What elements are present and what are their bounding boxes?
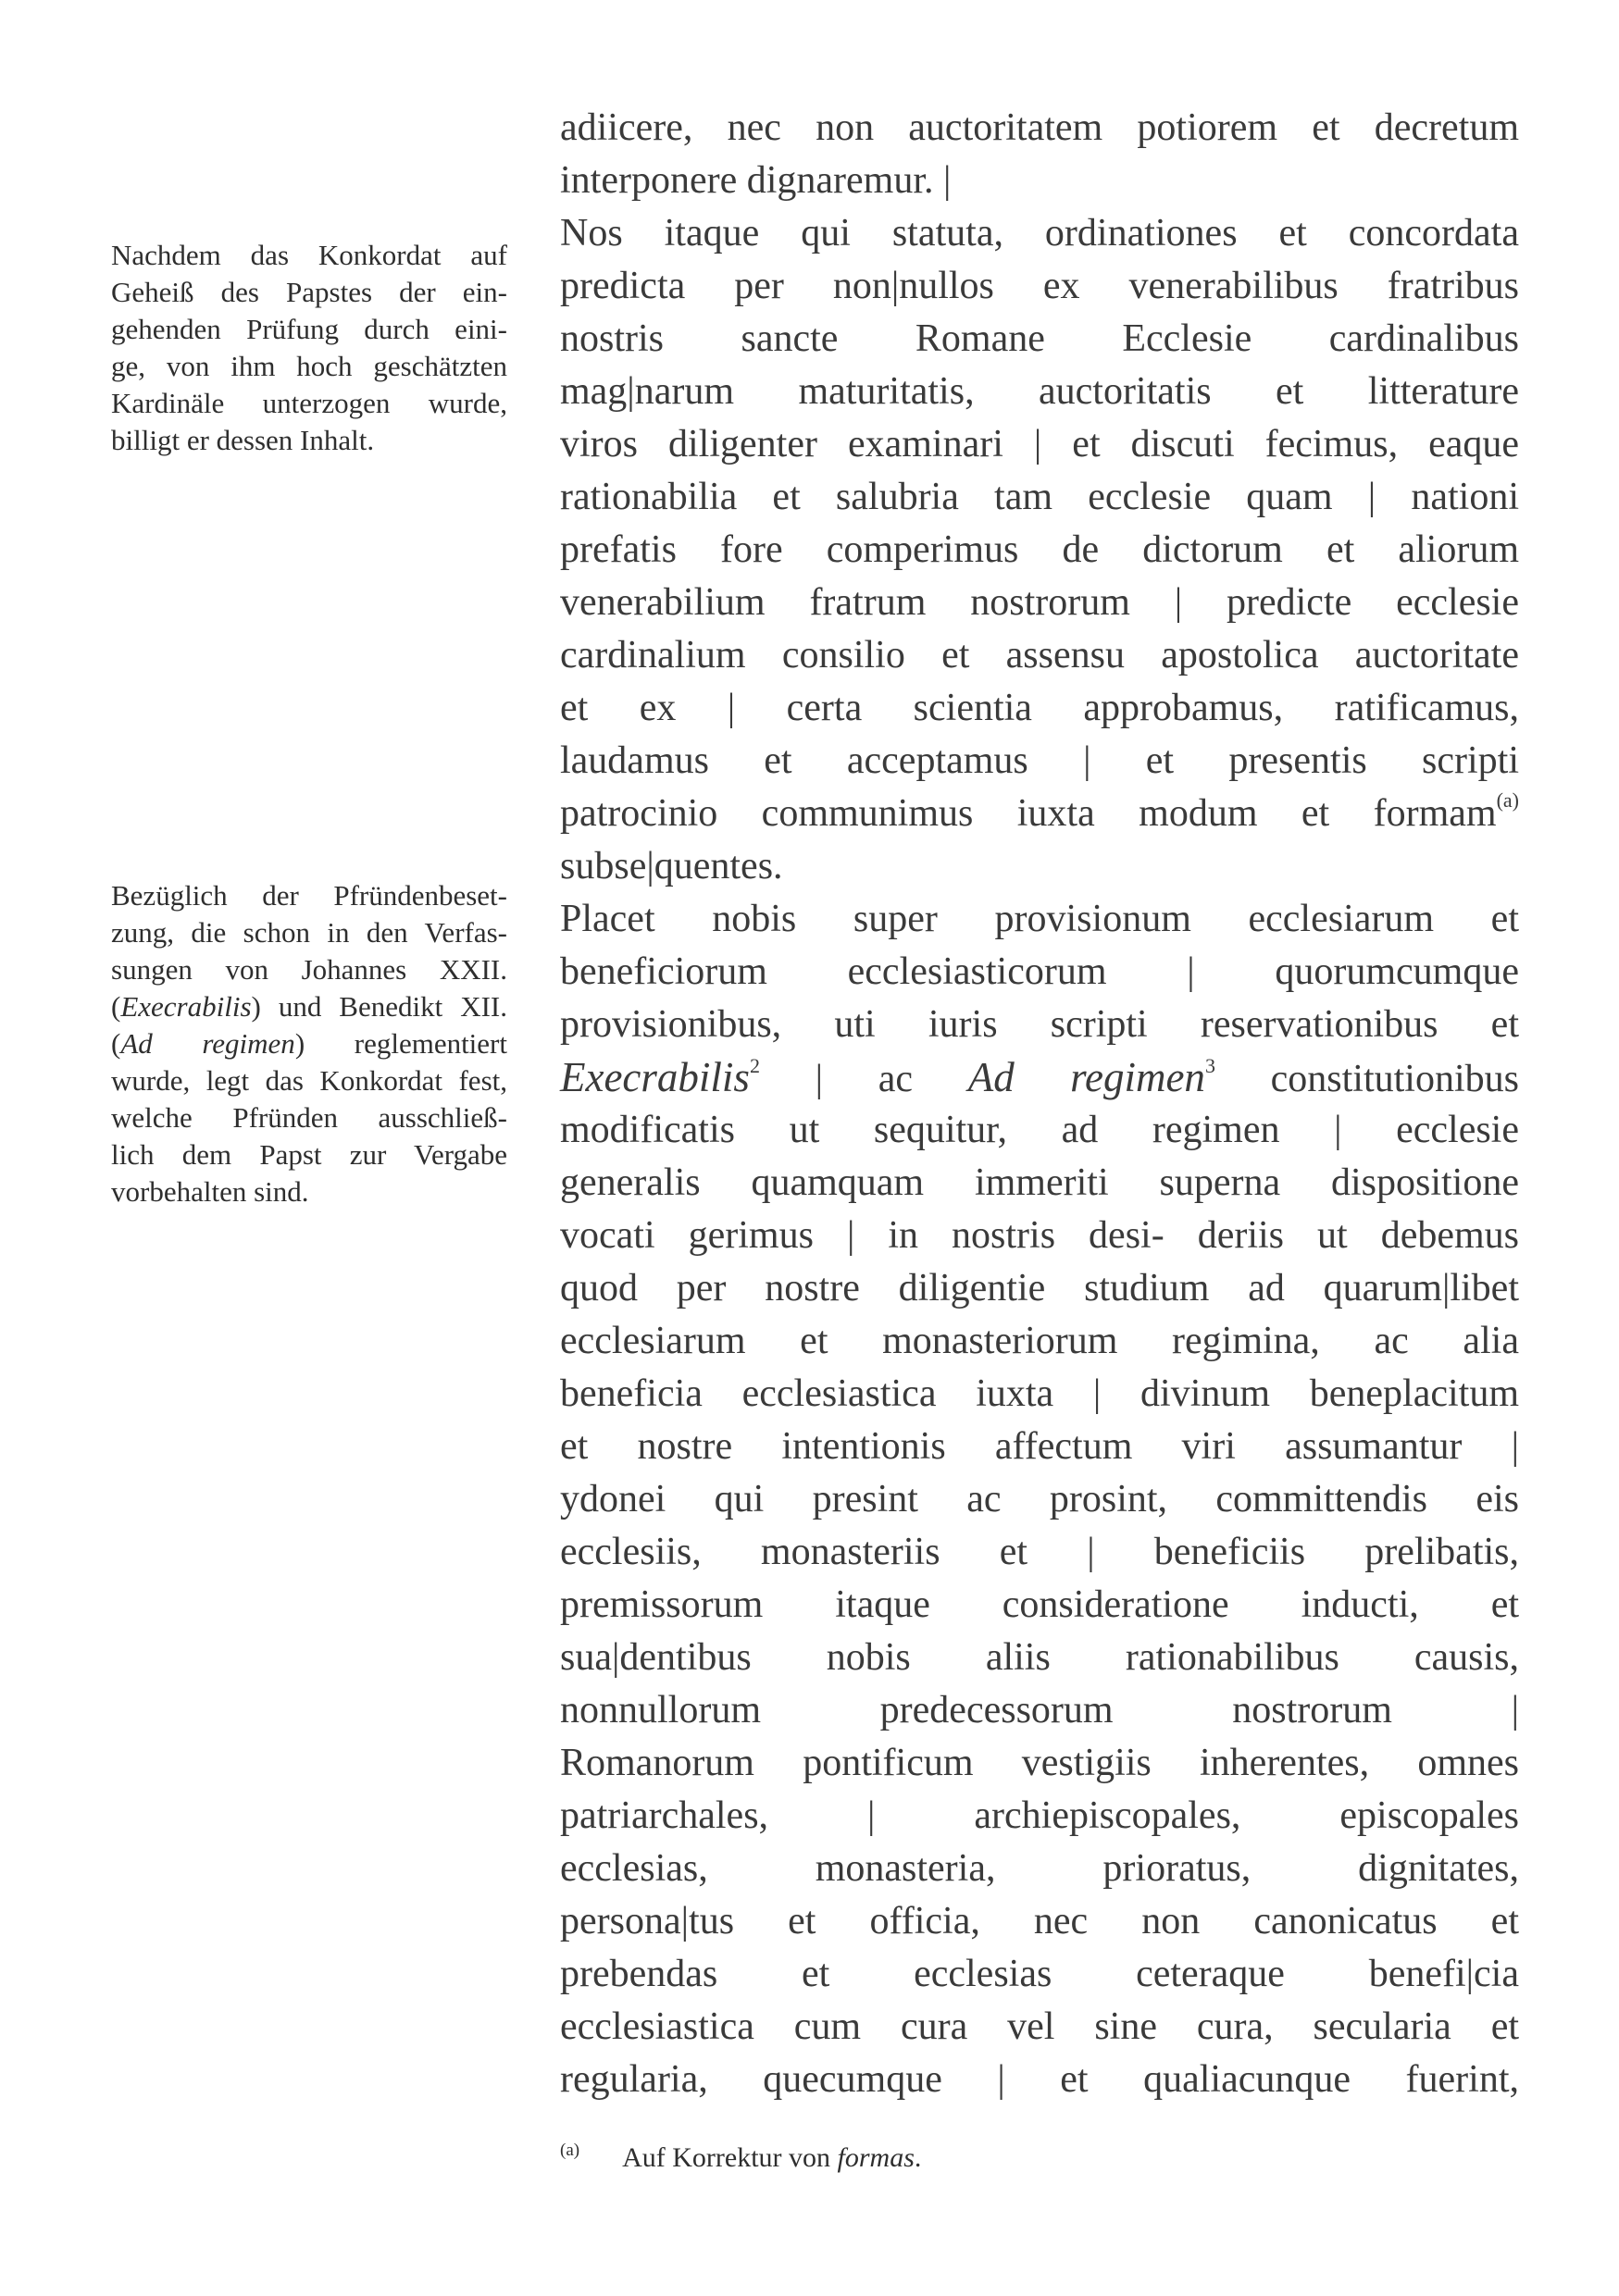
- main-text-line: beneficia ecclesiastica iuxta | divinum beneplacitum: [560, 1372, 1519, 1415]
- main-text-line: adiicere, nec non auctoritatem potiorem et decretum: [560, 106, 1519, 149]
- main-text-line: nonnullorum predecessorum nostrorum |: [560, 1689, 1519, 1731]
- italic-title: Execrabilis: [560, 1054, 750, 1100]
- main-text-line: mag|narum maturitatis, auctoritatis et litterature: [560, 370, 1519, 413]
- italic-title: Ad regimen: [967, 1054, 1205, 1100]
- main-text-line: prebendas et ecclesias ceteraque benefi|cia: [560, 1953, 1519, 1995]
- margin-note-line: (Ad regimen) reglementiert: [111, 1027, 507, 1060]
- main-text-line: premissorum itaque consideratione inducti, et: [560, 1583, 1519, 1626]
- main-text-line: Romanorum pontificum vestigiis inherentes, omnes: [560, 1742, 1519, 1784]
- main-text-line: patrocinio communimus iuxta modum et formam$^{(a)}$: [560, 788, 1519, 835]
- main-text-line: cardinalium consilio et assensu apostolica auctoritate: [560, 634, 1519, 676]
- margin-note-line: (Execrabilis) und Benedikt XII.: [111, 990, 507, 1023]
- main-text-line: predicta per non|nullos ex venerabilibus fratribus: [560, 265, 1519, 307]
- margin-note-benefices: [111, 877, 507, 1210]
- main-text-line: laudamus et acceptamus | et presentis scripti: [560, 739, 1519, 782]
- footnote-reference: 2: [749, 1054, 760, 1077]
- margin-note-line: vorbehalten sind.: [111, 1175, 309, 1208]
- main-text-line: Placet nobis super provisionum ecclesiarum et: [560, 898, 1519, 940]
- footnote: [560, 2142, 921, 2174]
- margin-note-line: Geheiß des Papstes der ein-: [111, 276, 507, 308]
- main-text-line: Nos itaque qui statuta, ordinationes et concordata: [560, 212, 1519, 254]
- main-latin-text: [560, 102, 1519, 2106]
- margin-note-line: zung, die schon in den Verfas-: [111, 916, 507, 949]
- margin-note-line: sungen von Johannes XXII.: [111, 953, 507, 986]
- main-text-line: persona|tus et officia, nec non canonicatus et: [560, 1900, 1519, 1942]
- main-text-line: sua|dentibus nobis aliis rationabilibus causis,: [560, 1636, 1519, 1679]
- main-text-line: et nostre intentionis affectum viri assumantur |: [560, 1425, 1519, 1468]
- italic-title: formas: [837, 2142, 915, 2173]
- main-text-line: nostris sancte Romane Ecclesie cardinalibus: [560, 317, 1519, 360]
- main-text-line: quod per nostre diligentie studium ad quarum|libet: [560, 1267, 1519, 1309]
- main-text-line: beneficiorum ecclesiasticorum | quorumcumque: [560, 950, 1519, 993]
- margin-note-line: ge, von ihm hoch geschätzten: [111, 350, 507, 382]
- main-text-line: ecclesiastica cum cura vel sine cura, secularia et: [560, 2005, 1519, 2048]
- margin-note-line: welche Pfründen ausschließ-: [111, 1101, 507, 1134]
- main-text-line: generalis quamquam immeriti superna dispositione: [560, 1161, 1519, 1204]
- main-text-line: ecclesiis, monasteriis et | beneficiis prelibatis,: [560, 1531, 1519, 1573]
- main-text-line: prefatis fore comperimus de dictorum et aliorum: [560, 528, 1519, 571]
- main-text-line: vocati gerimus | in nostris desi- deriis ut debemus: [560, 1214, 1519, 1257]
- main-text-line: ecclesias, monasteria, prioratus, dignitates,: [560, 1847, 1519, 1890]
- main-text-line: ydonei qui presint ac prosint, committendis eis: [560, 1478, 1519, 1520]
- margin-note-line: billigt er dessen Inhalt.: [111, 424, 375, 456]
- margin-note-line: Nachdem das Konkordat auf: [111, 239, 507, 271]
- main-text-line: provisionibus, uti iuris scripti reservationibus et: [560, 1003, 1519, 1046]
- margin-note-line: Bezüglich der Pfründenbeset-: [111, 879, 507, 912]
- main-text-line: regularia, quecumque | et qualiacunque fuerint,: [560, 2058, 1519, 2101]
- margin-note-line: gehenden Prüfung durch eini-: [111, 313, 507, 345]
- italic-title: Execrabilis: [120, 990, 252, 1023]
- main-text-line: rationabilia et salubria tam ecclesie quam | nationi: [560, 476, 1519, 518]
- main-text-line: viros diligenter examinari | et discuti fecimus, eaque: [560, 423, 1519, 465]
- main-text-line: modificatis ut sequitur, ad regimen | ecclesie: [560, 1109, 1519, 1151]
- footnote-reference: 3: [1204, 1054, 1215, 1077]
- main-text-line: ecclesiarum et monasteriorum regimina, ac alia: [560, 1320, 1519, 1362]
- main-text-line: et ex | certa scientia approbamus, ratificamus,: [560, 687, 1519, 729]
- main-text-line: subse|quentes.: [560, 845, 783, 887]
- italic-title: Ad regimen: [120, 1027, 295, 1060]
- main-text-line: venerabilium fratrum nostrorum | predicte ecclesie: [560, 581, 1519, 624]
- footnote-reference: (a): [1496, 788, 1519, 812]
- margin-note-line: lich dem Papst zur Vergabe: [111, 1138, 507, 1171]
- footnote-marker: (a): [560, 2141, 580, 2160]
- margin-note-line: Kardinäle unterzogen wurde,: [111, 387, 507, 419]
- main-text-line: patriarchales, | archiepiscopales, episcopales: [560, 1794, 1519, 1837]
- margin-note-concordat-approval: [111, 237, 507, 459]
- margin-note-line: wurde, legt das Konkordat fest,: [111, 1064, 507, 1097]
- footnote-text: Auf Korrektur von formas.: [622, 2142, 922, 2173]
- main-text-line: interponere dignaremur. |: [560, 159, 952, 202]
- main-text-line: Execrabilis$^2$ | ac Ad regimen$^3$ constitutionibus: [560, 1054, 1519, 1100]
